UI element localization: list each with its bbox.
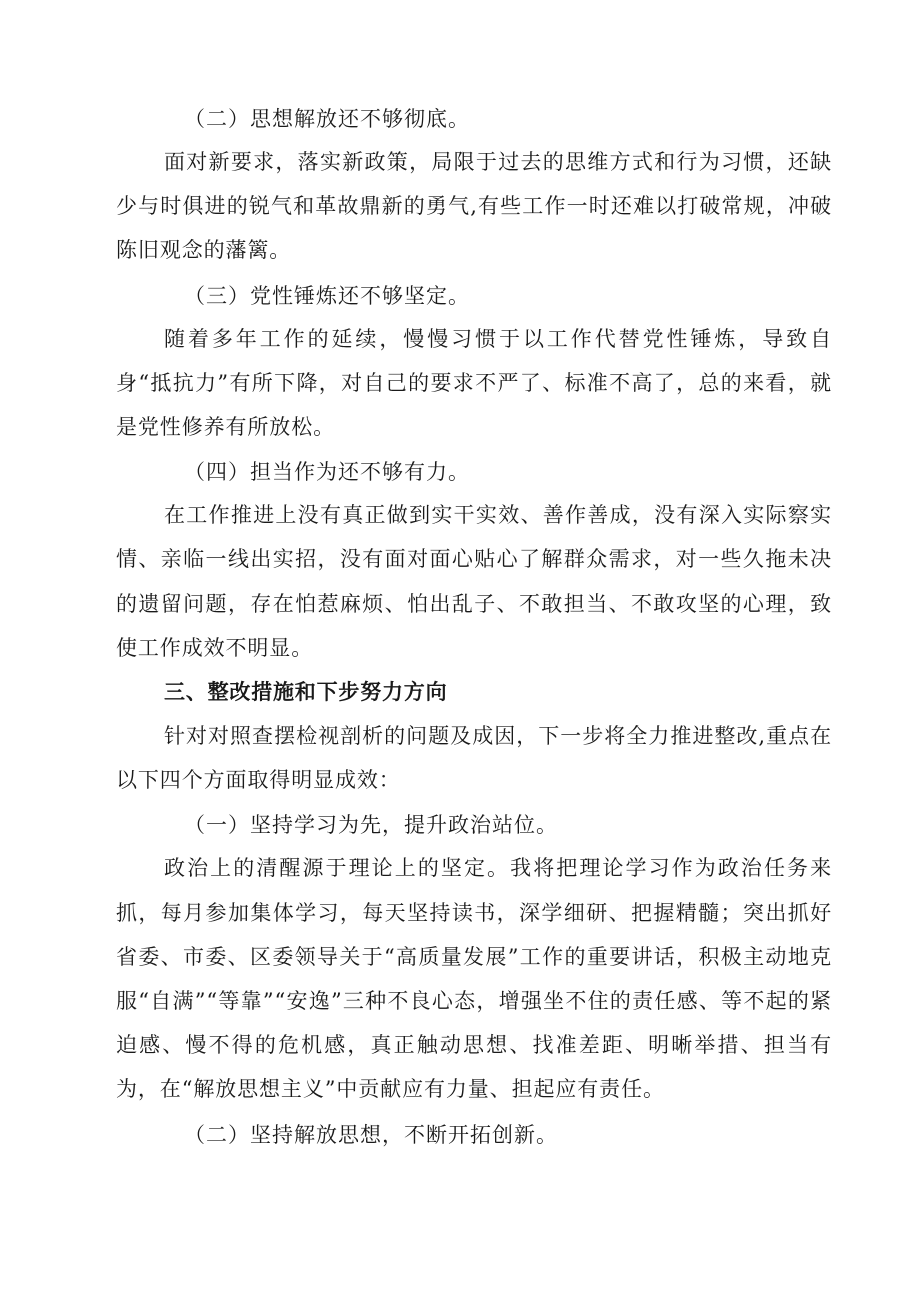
subsection-heading-2-4: （四）担当作为还不够有力。	[184, 460, 470, 485]
paragraph-responsibility: 在工作推进上没有真正做到实干实效、善作善成，没有深入实际察实情、亲临一线出实招，没有面对面心贴心了解群众需求，对一些久拖未决的遗留问题，存在怕惹麻烦、怕出乱子、不敢担当、不敢攻坚的心理，致使工作成效不明显。	[116, 503, 832, 660]
paragraph-study-first: 政治上的清醒源于理论上的坚定。我将把理论学习作为政治任务来抓，每月参加集体学习，每天坚持读书，深学细研、把握精髓；突出抓好省委、市委、区委领导关于“高质量发展”工作的重要讲话，积极主动地克服“自满”“等靠”“安逸”三种不良心态，增强坐不住的责任感、等不起的紧迫感、慢不得的危机感，真正触动思想、找准差距、明晰举措、担当有为，在“解放思想主义”中贡献应有力量、担起应有责任。	[116, 856, 832, 1102]
paragraph-party-spirit: 随着多年工作的延续，慢慢习惯于以工作代替党性锤炼，导致自身“抵抗力”有所下降，对自己的要求不严了、标准不高了，总的来看，就是党性修养有所放松。	[116, 326, 832, 440]
subsection-heading-3-2: （二）坚持解放思想，不断开拓创新。	[184, 1122, 558, 1147]
paragraph-ideas-liberation: 面对新要求，落实新政策，局限于过去的思维方式和行为习惯，还缺少与时俱进的锐气和革故鼎新的勇气,有些工作一时还难以打破常规，冲破陈旧观念的藩篱。	[116, 150, 832, 263]
subsection-heading-2-3: （三）党性锤炼还不够坚定。	[184, 283, 470, 308]
paragraph-rectification-intro: 针对对照查摆检视剖析的问题及成因，下一步将全力推进整改,重点在以下四个方面取得明显成效：	[116, 724, 832, 793]
document-body	[116, 98, 832, 1156]
subsection-heading-3-1: （一）坚持学习为先，提升政治站位。	[184, 813, 558, 838]
section-heading-3: 三、整改措施和下步努力方向	[164, 680, 448, 705]
subsection-heading-2-1: （二）思想解放还不够彻底。	[184, 107, 470, 131]
